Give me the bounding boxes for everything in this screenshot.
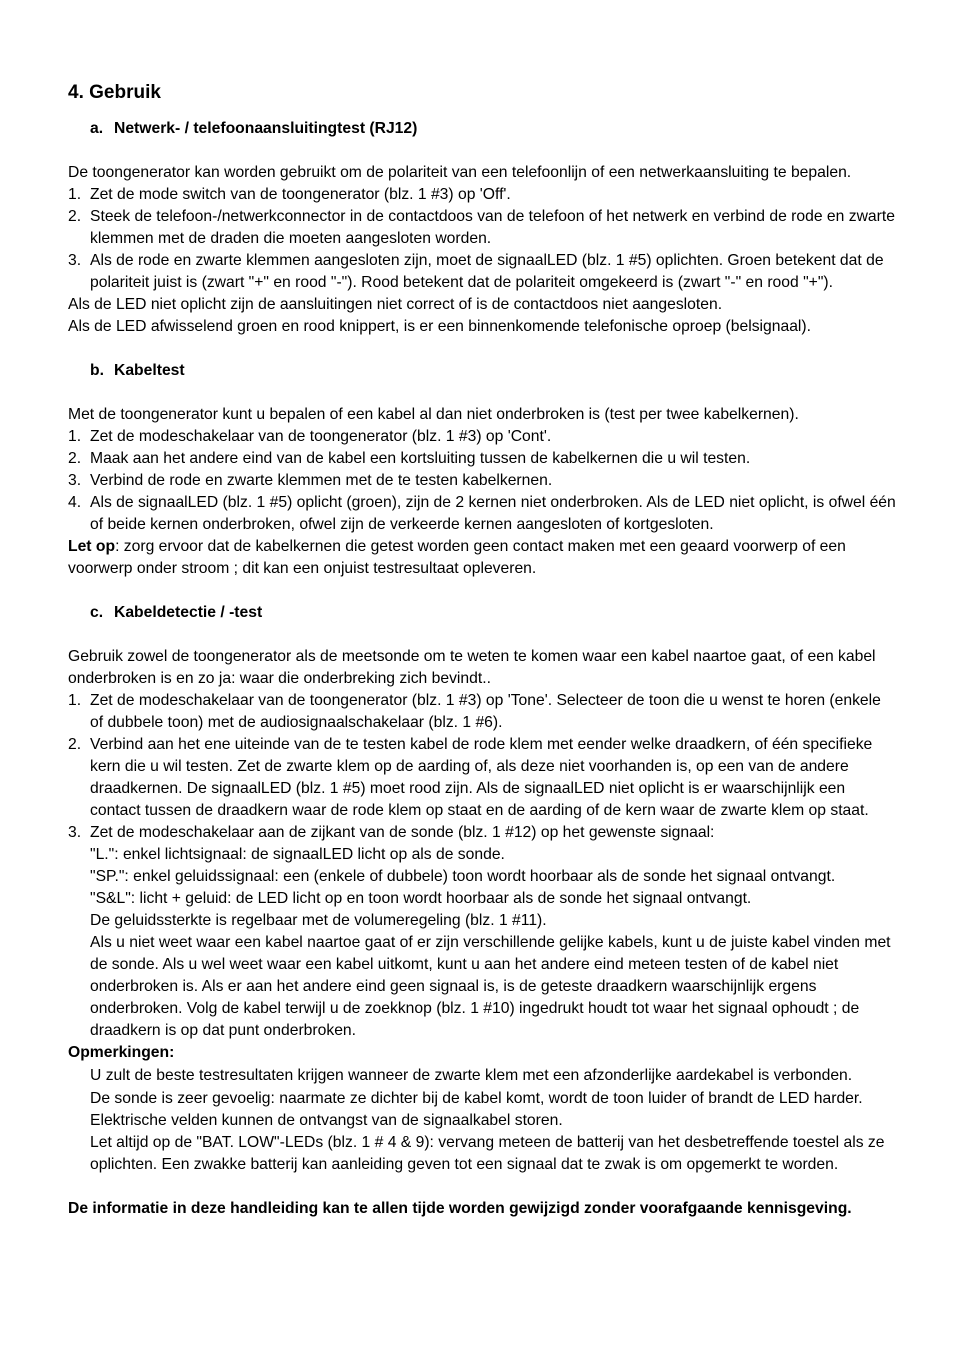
item-number: 2. bbox=[68, 208, 82, 225]
section-a-letter: a. bbox=[90, 120, 104, 137]
list-item bbox=[68, 690, 898, 734]
item-text: Zet de modeschakelaar van de toongenerator (blz. 1 #3) op 'Cont'. bbox=[90, 428, 552, 445]
section-c-letter: c. bbox=[90, 604, 104, 621]
item-number: 2. bbox=[68, 450, 82, 467]
section-a-note-1: Als de LED niet oplicht zijn de aansluitingen niet correct of is de contactdoos niet aangesloten. bbox=[68, 296, 723, 313]
item-number: 2. bbox=[68, 736, 82, 753]
item-number: 1. bbox=[68, 186, 82, 203]
item-text: Zet de modeschakelaar aan de zijkant van de sonde (blz. 1 #12) op het gewenste signaal: bbox=[90, 824, 715, 841]
list-item bbox=[68, 206, 898, 250]
remark-item: De sonde is zeer gevoelig: naarmate ze dichter bij de kabel komt, wordt de toon luider of brandt de LED harder. bbox=[90, 1090, 863, 1107]
section-c-title: Kabeldetectie / -test bbox=[114, 604, 263, 621]
section-a-list bbox=[68, 184, 898, 294]
warning-text: : zorg ervoor dat de kabelkernen die getest worden geen contact maken met een geaard voorwerp of een voorwerp onder stroom ; dit kan een onjuist testresultaat opleveren. bbox=[68, 538, 846, 577]
remark-item: U zult de beste testresultaten krijgen wanneer de zwarte klem met een afzonderlijke aardekabel is verbonden. bbox=[90, 1067, 853, 1084]
list-item bbox=[68, 184, 898, 206]
section-a-intro: De toongenerator kan worden gebruikt om de polariteit van een telefoonlijn of een netwerkaansluiting te bepalen. bbox=[68, 164, 852, 181]
item-text: Steek de telefoon-/netwerkconnector in de contactdoos van de telefoon of het netwerk en verbind de rode en zwarte klemmen met de draden die moeten aangesloten worden. bbox=[90, 208, 895, 247]
tracing-instructions: Als u niet weet waar een kabel naartoe gaat of er zijn verschillende gelijke kabels, kunt u de juiste kabel vinden met de sonde. Als u wel weet waar een kabel uitkomt, kunt u aan het andere eind meteen testen of de kabel niet onderbroken is. Als er aan het andere eind geen signaal is, is de geteste draadkern waarschijnlijk ergens onderbroken. Volg de kabel terwijl u de zoekknop (blz. 1 #10) ingedrukt houdt tot waar het signaal ophoudt ; de draadkern is op dat punt onderbroken. bbox=[90, 934, 891, 1039]
signal-mode-line: "S&L": licht + geluid: de LED licht op en toon wordt hoorbaar als de sonde het signaal ontvangt. bbox=[90, 890, 752, 907]
section-b-title: Kabeltest bbox=[114, 362, 185, 379]
section-c-heading bbox=[68, 602, 898, 624]
item-number: 1. bbox=[68, 692, 82, 709]
item-number: 3. bbox=[68, 252, 82, 269]
remarks-list bbox=[68, 1065, 898, 1176]
item-text: Zet de modeschakelaar van de toongenerator (blz. 1 #3) op 'Tone'. Selecteer de toon die u wenst te horen (enkele of dubbele toon) met de audiosignaalschakelaar (blz. 1 #6). bbox=[90, 692, 881, 731]
section-c-intro: Gebruik zowel de toongenerator als de meetsonde om te weten te komen waar een kabel naartoe gaat, of een kabel onderbroken is en zo ja: waar die onderbreking zich bevindt.. bbox=[68, 648, 876, 687]
item-number: 4. bbox=[68, 494, 82, 511]
list-item bbox=[68, 426, 898, 448]
item-text: Als de rode en zwarte klemmen aangesloten zijn, moet de signaalLED (blz. 1 #5) oplichten. Groen betekent dat de polariteit juist is (zwart "+" en rood "-"). Rood betekent dat de polariteit omgekeerd is (zwart "-" en rood "+"). bbox=[90, 252, 884, 291]
manual-page bbox=[68, 80, 898, 1220]
warning-label: Let op bbox=[68, 538, 116, 555]
signal-mode-line: "L.": enkel lichtsignaal: de signaalLED licht op als de sonde. bbox=[90, 846, 505, 863]
list-item bbox=[68, 448, 898, 470]
item-text: Zet de mode switch van de toongenerator (blz. 1 #3) op 'Off'. bbox=[90, 186, 511, 203]
item-text: Als de signaalLED (blz. 1 #5) oplicht (groen), zijn de 2 kernen niet onderbroken. Als de LED niet oplicht, is ofwel één of beide kernen onderbroken, ofwel zijn de verkeerde kernen aangesloten of kortgesloten. bbox=[90, 494, 896, 533]
list-item bbox=[68, 492, 898, 536]
section-b-intro: Met de toongenerator kunt u bepalen of een kabel al dan niet onderbroken is (test per twee kabelkernen). bbox=[68, 406, 799, 423]
remark-item: Let altijd op de "BAT. LOW"-LEDs (blz. 1 # 4 & 9): vervang meteen de batterij van het desbetreffende toestel als ze oplichten. Een zwakke batterij kan aanleiding geven tot een signaal dat te zwak is om opgemerkt te worden. bbox=[90, 1134, 885, 1173]
remarks-title: Opmerkingen: bbox=[68, 1044, 175, 1061]
section-c-list bbox=[68, 690, 898, 1042]
list-item bbox=[68, 470, 898, 492]
section-b-letter: b. bbox=[90, 362, 104, 379]
section-b-heading bbox=[68, 360, 898, 382]
item-text: Verbind de rode en zwarte klemmen met de te testen kabelkernen. bbox=[90, 472, 553, 489]
section-a-title: Netwerk- / telefoonaansluitingtest (RJ12) bbox=[114, 120, 418, 137]
volume-note: De geluidssterkte is regelbaar met de volumeregeling (blz. 1 #11). bbox=[90, 912, 547, 929]
item-number: 3. bbox=[68, 824, 82, 841]
item-text: Verbind aan het ene uiteinde van de te testen kabel de rode klem met eender welke draadkern, of één specifieke kern die u wil testen. Zet de zwarte klem op de aarding of, als deze niet voorhanden is, op een van de andere draadkernen. De signaalLED (blz. 1 #5) moet rood zijn. Als de signaalLED niet oplicht is er waarschijnlijk een contact tussen de draadkern waar de rode klem op staat en de aarding of de kern waar de zwarte klem op staat. bbox=[90, 736, 873, 819]
section-b-warning bbox=[68, 536, 898, 580]
remark-item: Elektrische velden kunnen de ontvangst van de signaalkabel storen. bbox=[90, 1112, 563, 1129]
section-b-list bbox=[68, 426, 898, 536]
section-a-note-2: Als de LED afwisselend groen en rood knippert, is er een binnenkomende telefonische oproep (belsignaal). bbox=[68, 318, 812, 335]
list-item bbox=[68, 734, 898, 822]
disclaimer: De informatie in deze handleiding kan te allen tijde worden gewijzigd zonder voorafgaande kennisgeving. bbox=[68, 1200, 852, 1217]
list-item bbox=[68, 822, 898, 1042]
section-a-heading bbox=[68, 118, 898, 140]
item-number: 1. bbox=[68, 428, 82, 445]
item-text: Maak aan het andere eind van de kabel een kortsluiting tussen de kabelkernen die u wil testen. bbox=[90, 450, 751, 467]
list-item bbox=[68, 250, 898, 294]
page-title: 4. Gebruik bbox=[68, 82, 161, 103]
signal-mode-line: "SP.": enkel geluidssignaal: een (enkele of dubbele) toon wordt hoorbaar als de sonde het signaal ontvangt. bbox=[90, 868, 836, 885]
item-number: 3. bbox=[68, 472, 82, 489]
